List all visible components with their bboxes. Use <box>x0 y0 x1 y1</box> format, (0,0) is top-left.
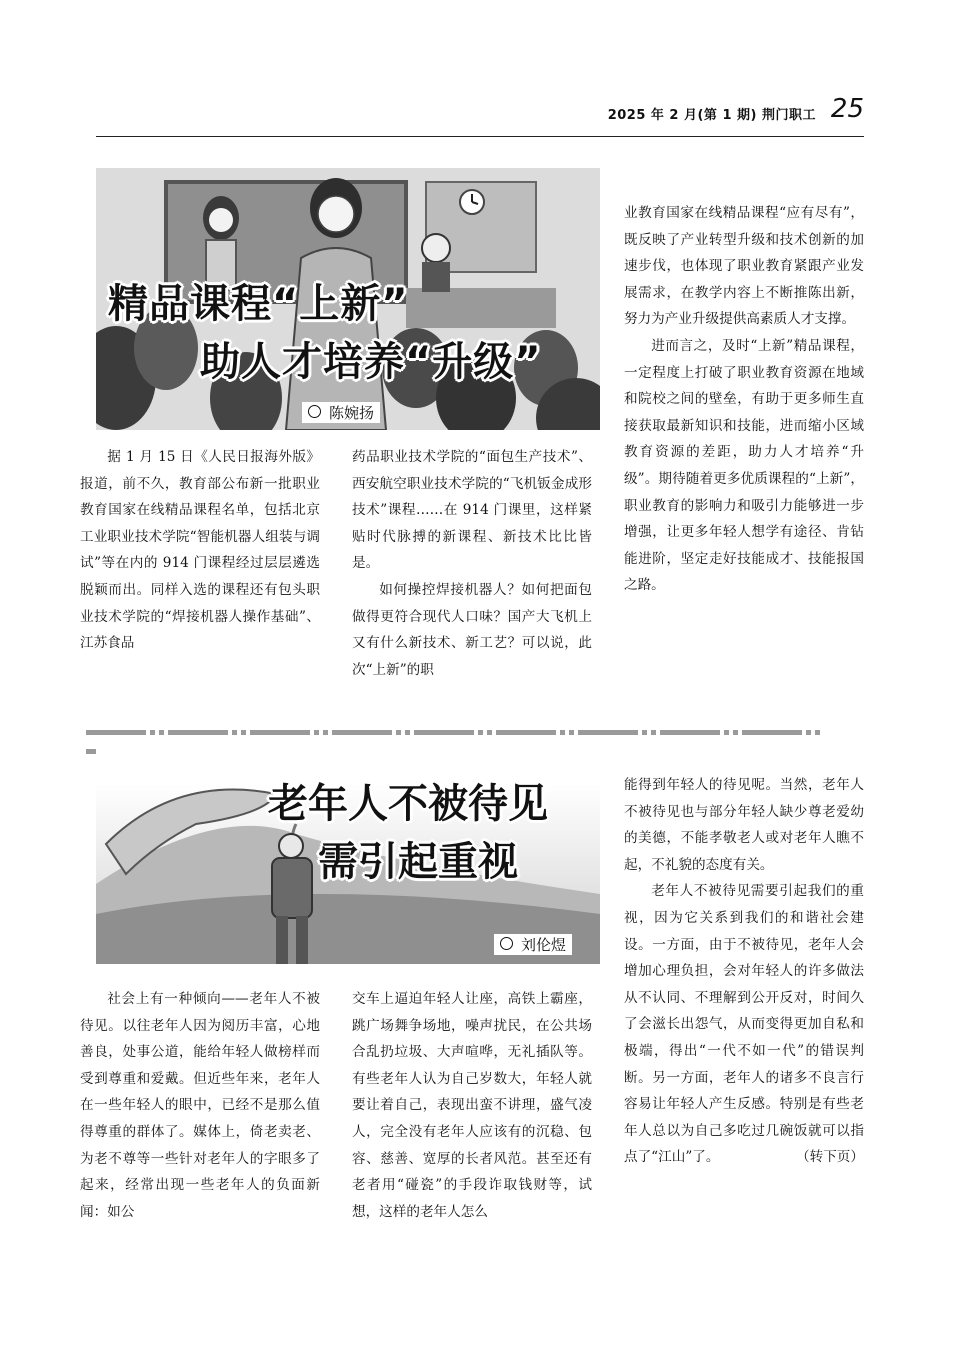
issue-info: 2025 年 2 月(第 1 期) 荆门职工 <box>607 108 816 123</box>
article2-col1-paragraph: 社会上有一种倾向——老年人不被待见。以往老年人因为阅历丰富，心地善良，处事公道，能给年轻人做榜样而受到尊重和爱戴。但近些年来，老年人在一些年轻人的眼中，已经不是那么值得尊重的群体了。媒体上，倚老卖老、为老不尊等一些针对老年人的字眼多了起来，经常出现一些老年人的负面新闻：如公 <box>80 991 320 1220</box>
article2-col3-paragraph-2 <box>624 878 864 1171</box>
article1-title-line1: 精品课程“上新” <box>108 281 409 327</box>
article2-author <box>494 934 572 955</box>
page-header <box>96 96 864 137</box>
article2-col3-paragraph-2-text: 老年人不被待见需要引起我们的重视，因为它关系到我们的和谐社会建设。一方面，由于不被待见，老年人会增加心理负担，会对年轻人的许多做法从不认同、不理解到公开反对，时间久了会滋长出怨气，从而变得更加自私和极端，得出“一代不如一代”的错误判断。另一方面，老年人的诸多不良言行容易让年轻人产生反感。特别是有些老年人总以为自己多吃过几碗饭就可以指点了“江山”了。 <box>624 883 864 1166</box>
article2-author-name: 刘伦煜 <box>521 936 567 954</box>
article1-column-2 <box>352 444 592 683</box>
page-number: 25 <box>830 94 864 124</box>
article2-col3-paragraph-1: 能得到年轻人的待见呢。当然，老年人不被待见也与部分年轻人缺少尊老爱幼的美德，不能孝敬老人或对老年人瞧不起，不礼貌的态度有关。 <box>624 777 864 873</box>
article1-col2-paragraph-1: 药品职业技术学院的“面包生产技术”、西安航空职业技术学院的“飞机钣金成形技术”课程……在 914 门课里，这样紧贴时代脉搏的新课程、新技术比比皆是。 <box>352 449 592 572</box>
article1-column-1 <box>80 444 320 657</box>
article1-col2-paragraph-2: 如何操控焊接机器人？如何把面包做得更符合现代人口味？国产大飞机上又有什么新技术、新工艺？可以说，此次“上新”的职 <box>352 581 592 678</box>
author-circle-icon <box>308 405 321 418</box>
article2-column-2 <box>352 986 592 1225</box>
author-circle-icon <box>500 937 513 950</box>
elderly-man-illustration <box>96 744 600 964</box>
section-divider <box>86 730 864 736</box>
article1-col3-paragraph-2: 进而言之，及时“上新”精品课程，一定程度上打破了职业教育资源在地域和院校之间的壁垒，有助于更多师生直接获取最新知识和技能，进而缩小区域教育资源的差距，助力人才培养“升级”。期待随着更多优质课程的“上新”，职业教育的影响力和吸引力能够进一步增强，让更多年轻人想学有途径、肯钻能进阶，坚定走好技能成才、技能报国之路。 <box>624 337 864 594</box>
article2-title-line2: 需引起重视 <box>318 839 518 885</box>
article2-column-1 <box>80 986 320 1225</box>
article1-author <box>302 402 380 423</box>
article1-col3-paragraph-1: 业教育国家在线精品课程“应有尽有”，既反映了产业转型升级和技术创新的加速步伐，也体现了职业教育紧跟产业发展需求，在教学内容上不断推陈出新，努力为产业升级提供高素质人才支撑。 <box>624 205 864 328</box>
article1-title-line2: 助人才培养“升级” <box>200 339 542 385</box>
article2-col2-paragraph: 交车上逼迫年轻人让座，高铁上霸座，跳广场舞争场地，噪声扰民，在公共场合乱扔垃圾、大声喧哗，无礼插队等。有些老年人认为自己岁数大，年轻人就要让着自己，表现出蛮不讲理，盛气凌人，完全没有老年人应该有的沉稳、包容、慈善、宽厚的长者风范。甚至还有老者用“碰瓷”的手段诈取钱财等，试想，这样的老年人怎么 <box>352 991 592 1220</box>
article1-author-name: 陈婉扬 <box>329 404 375 422</box>
classroom-illustration <box>96 168 600 430</box>
continued-note: （转下页） <box>796 1149 864 1166</box>
article2-title-line1: 老年人不被待见 <box>268 781 548 827</box>
article2-column-3 <box>624 772 864 1171</box>
article1-column-3 <box>624 200 864 599</box>
article1-col1-paragraph: 据 1 月 15 日《人民日报海外版》报道，前不久，教育部公布新一批职业教育国家在线精品课程名单，包括北京工业职业技术学院“智能机器人组装与调试”等在内的 914 门课程经过层层遴选脱颖而出。同样入选的课程还有包头职业技术学院的“焊接机器人操作基础”、江苏食品 <box>80 449 320 652</box>
